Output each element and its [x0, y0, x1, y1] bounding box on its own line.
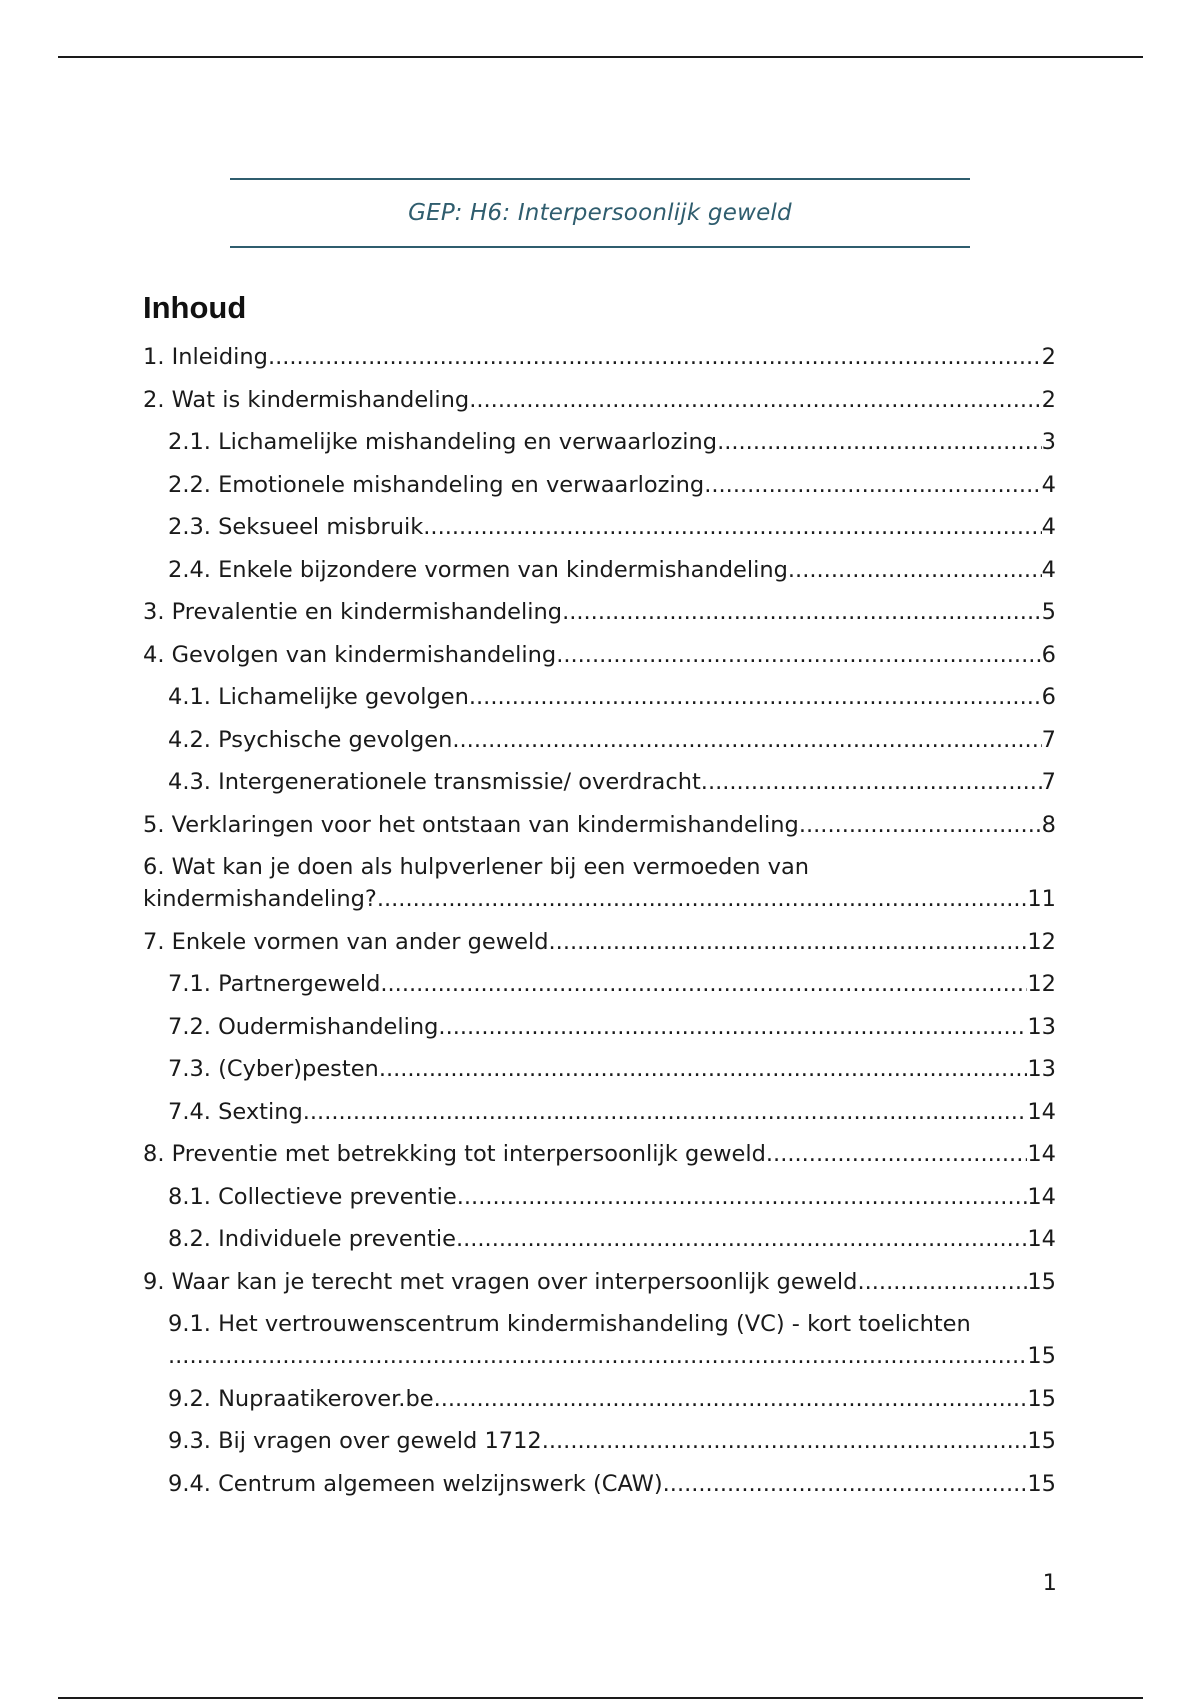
toc-dot-leader	[704, 469, 1041, 501]
toc-dot-leader	[857, 1266, 1027, 1298]
toc-dot-leader	[380, 968, 1027, 1000]
top-border-line	[58, 56, 1143, 58]
toc-entry[interactable]	[143, 1266, 1056, 1298]
toc-entry-page: 4	[1041, 514, 1056, 540]
toc-entry-title: 7. Enkele vormen van ander geweld	[143, 928, 549, 955]
toc-entry[interactable]	[143, 766, 1056, 798]
toc-entry[interactable]	[143, 469, 1056, 501]
toc-dot-leader	[469, 681, 1042, 713]
toc-entry-title: 7.3. (Cyber)pesten	[168, 1056, 379, 1082]
toc-entry-continuation	[143, 883, 1056, 915]
toc-dot-leader	[799, 809, 1042, 841]
toc-entry[interactable]	[143, 1181, 1056, 1213]
document-header	[230, 178, 970, 248]
toc-entry[interactable]	[143, 341, 1056, 373]
page-number: 1	[1042, 1570, 1057, 1596]
toc-entry[interactable]	[143, 1383, 1056, 1415]
toc-entry-page: 12	[1027, 971, 1056, 997]
toc-entry[interactable]	[143, 724, 1056, 756]
toc-dot-leader	[562, 596, 1042, 628]
toc-entry-title: 2. Wat is kindermishandeling	[143, 386, 470, 413]
toc-entry-title: 9.1. Het vertrouwenscentrum kindermishandeling (VC) - kort toelichten	[168, 1311, 971, 1337]
toc-entry-title: 1. Inleiding	[143, 344, 268, 370]
toc-dot-leader	[766, 1138, 1027, 1170]
toc-entry-page: 15	[1027, 1268, 1056, 1295]
header-title: GEP: H6: Interpersoonlijk geweld	[408, 200, 792, 226]
toc-entry[interactable]	[143, 554, 1056, 586]
table-of-contents	[143, 341, 1056, 1510]
toc-entry[interactable]	[143, 851, 1056, 915]
toc-entry[interactable]	[143, 1468, 1056, 1500]
toc-entry-title: kindermishandeling?	[143, 886, 377, 912]
toc-entry[interactable]	[143, 1053, 1056, 1085]
toc-entry-page: 6	[1041, 684, 1056, 710]
toc-entry-title: 4.3. Intergenerationele transmissie/ overdracht	[168, 769, 701, 795]
toc-dot-leader	[438, 1011, 1027, 1043]
toc-entry-page: 14	[1027, 1098, 1056, 1125]
toc-entry-title: 4.2. Psychische gevolgen	[168, 726, 453, 753]
toc-entry[interactable]	[143, 511, 1056, 543]
toc-entry-page: 15	[1027, 1428, 1056, 1454]
toc-entry-title: 9. Waar kan je terecht met vragen over interpersoonlijk geweld	[143, 1268, 858, 1295]
toc-entry[interactable]	[143, 1425, 1056, 1457]
toc-entry-title: 7.1. Partnergeweld	[168, 971, 381, 997]
toc-entry-page: 3	[1041, 429, 1056, 455]
toc-entry-page: 14	[1027, 1141, 1056, 1167]
toc-entry[interactable]	[143, 1138, 1056, 1170]
toc-entry-page: 7	[1041, 726, 1056, 753]
toc-entry-title: 4.1. Lichamelijke gevolgen	[168, 684, 469, 710]
toc-entry[interactable]	[143, 1096, 1056, 1128]
toc-entry-title: 8.1. Collectieve preventie	[168, 1183, 457, 1210]
toc-heading: Inhoud	[143, 290, 247, 325]
toc-dot-leader	[379, 1053, 1028, 1085]
toc-dot-leader	[423, 511, 1041, 543]
toc-entry[interactable]	[143, 681, 1056, 713]
toc-dot-leader	[303, 1096, 1028, 1128]
toc-entry-page: 6	[1041, 641, 1056, 668]
toc-dot-leader	[434, 1383, 1028, 1415]
toc-entry-page: 15	[1027, 1385, 1056, 1412]
toc-entry-page: 14	[1027, 1183, 1056, 1210]
toc-entry-title: 2.4. Enkele bijzondere vormen van kindermishandeling	[168, 556, 788, 583]
toc-entry-title: 9.4. Centrum algemeen welzijnswerk (CAW)	[168, 1470, 663, 1497]
bottom-border-line	[58, 1697, 1143, 1699]
toc-dot-leader	[788, 554, 1042, 586]
toc-entry-title: 7.4. Sexting	[168, 1098, 303, 1125]
toc-dot-leader	[701, 766, 1042, 798]
toc-entry[interactable]	[143, 384, 1056, 416]
toc-entry[interactable]	[143, 809, 1056, 841]
toc-entry-title: 2.2. Emotionele mishandeling en verwaarlozing	[168, 471, 705, 498]
toc-entry-continuation	[168, 1340, 1056, 1372]
toc-dot-leader	[377, 883, 1028, 915]
toc-entry-page: 5	[1041, 599, 1056, 625]
toc-entry-title: 7.2. Oudermishandeling	[168, 1013, 439, 1040]
toc-entry-page: 4	[1041, 556, 1056, 583]
toc-entry-title: 8.2. Individuele preventie	[168, 1226, 456, 1252]
toc-entry[interactable]	[143, 968, 1056, 1000]
toc-entry-page: 12	[1027, 928, 1056, 955]
toc-dot-leader	[168, 1340, 1027, 1372]
toc-entry[interactable]	[143, 1223, 1056, 1255]
toc-dot-leader	[663, 1468, 1028, 1500]
toc-entry-title: 9.3. Bij vragen over geweld 1712	[168, 1428, 542, 1454]
toc-entry-title: 6. Wat kan je doen als hulpverlener bij een vermoeden van	[143, 854, 810, 880]
toc-entry-title: 3. Prevalentie en kindermishandeling	[143, 599, 563, 625]
toc-entry-page: 13	[1027, 1013, 1056, 1040]
toc-entry-page: 2	[1041, 344, 1056, 370]
toc-dot-leader	[452, 724, 1041, 756]
toc-entry[interactable]	[143, 596, 1056, 628]
toc-entry-page: 8	[1041, 811, 1056, 838]
toc-entry-page: 15	[1027, 1343, 1056, 1369]
toc-dot-leader	[469, 384, 1041, 416]
toc-dot-leader	[549, 926, 1028, 958]
toc-entry-page: 15	[1027, 1470, 1056, 1497]
toc-entry[interactable]	[143, 1308, 1056, 1372]
toc-entry[interactable]	[143, 926, 1056, 958]
toc-entry-title: 4. Gevolgen van kindermishandeling	[143, 641, 557, 668]
toc-entry[interactable]	[143, 1011, 1056, 1043]
toc-entry-page: 2	[1041, 386, 1056, 413]
toc-entry-page: 11	[1027, 886, 1056, 912]
toc-entry-page: 14	[1027, 1226, 1056, 1252]
toc-dot-leader	[556, 639, 1041, 671]
toc-entry-page: 7	[1041, 769, 1056, 795]
toc-entry[interactable]	[143, 426, 1056, 458]
toc-entry[interactable]	[143, 639, 1056, 671]
toc-dot-leader	[456, 1223, 1027, 1255]
toc-dot-leader	[268, 341, 1042, 373]
toc-entry-page: 4	[1041, 471, 1056, 498]
toc-entry-title: 8. Preventie met betrekking tot interpersoonlijk geweld	[143, 1141, 766, 1167]
toc-entry-title: 5. Verklaringen voor het ontstaan van kindermishandeling	[143, 811, 799, 838]
toc-dot-leader	[457, 1181, 1028, 1213]
toc-entry-title: 9.2. Nupraatikerover.be	[168, 1385, 434, 1412]
toc-entry-title: 2.3. Seksueel misbruik	[168, 514, 424, 540]
toc-entry-page: 13	[1027, 1056, 1056, 1082]
toc-dot-leader	[542, 1425, 1028, 1457]
toc-dot-leader	[717, 426, 1042, 458]
toc-entry-title: 2.1. Lichamelijke mishandeling en verwaarlozing	[168, 429, 718, 455]
